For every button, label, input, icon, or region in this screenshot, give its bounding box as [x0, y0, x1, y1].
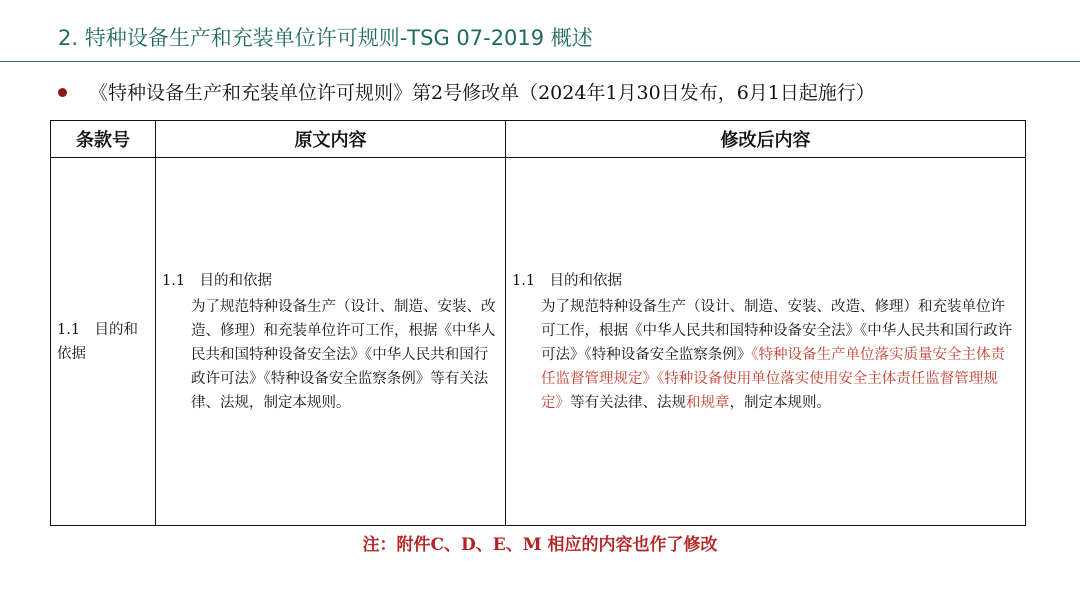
clause-cell	[51, 158, 156, 526]
revised-text-1: 为了规范特种设备生产（设计、制造、安装、改造、修理）和充装单位许可工作，根据《中华人民共和国特种设备安全法》《中华人民共和国行政许可法》《特种设备安全监察条例》	[541, 298, 1013, 363]
revised-body	[512, 295, 1019, 415]
original-body: 为了规范特种设备生产（设计、制造、安装、改造、修理）和充装单位许可工作，根据《中华人民共和国特种设备安全法》《中华人民共和国行政许可法》《特种设备安全监察条例》等有关法律、法规，制定本规则。	[191, 298, 496, 411]
amendment-table	[50, 120, 1026, 526]
footnote: 注：附件C、D、E、M 相应的内容也作了修改	[362, 535, 718, 555]
header-revised: 修改后内容	[506, 121, 1026, 158]
revised-text-3: ，制定本规则。	[729, 394, 831, 411]
table-header-row	[51, 121, 1026, 158]
original-cell	[156, 158, 506, 526]
original-heading: 1.1 目的和依据	[162, 272, 273, 289]
bullet-line	[58, 76, 1058, 106]
slide-header	[0, 0, 1080, 62]
header-divider	[0, 61, 1080, 62]
revised-added-regulations: 《特种设备生产单位落实质量安全主体责任监督管理规定》《特种设备使用单位落实使用安全主体责任监督管理规定》	[541, 346, 1005, 411]
slide-title: 2. 特种设备生产和充装单位许可规则-TSG 07-2019 概述	[58, 26, 593, 50]
bullet-dot-icon	[58, 88, 67, 97]
revised-heading: 1.1 目的和依据	[512, 272, 623, 289]
header-clause: 条款号	[51, 121, 156, 158]
table-row	[51, 158, 1026, 526]
revised-cell	[506, 158, 1026, 526]
revised-text-2: 等有关法律、法规	[570, 394, 686, 411]
revised-added-rules: 和规章	[686, 394, 730, 411]
clause-number: 1.1 目的和依据	[57, 321, 139, 362]
header-original: 原文内容	[156, 121, 506, 158]
bullet-text: 《特种设备生产和充装单位许可规则》第2号修改单（2024年1月30日发布，6月1日起施行）	[89, 81, 875, 104]
